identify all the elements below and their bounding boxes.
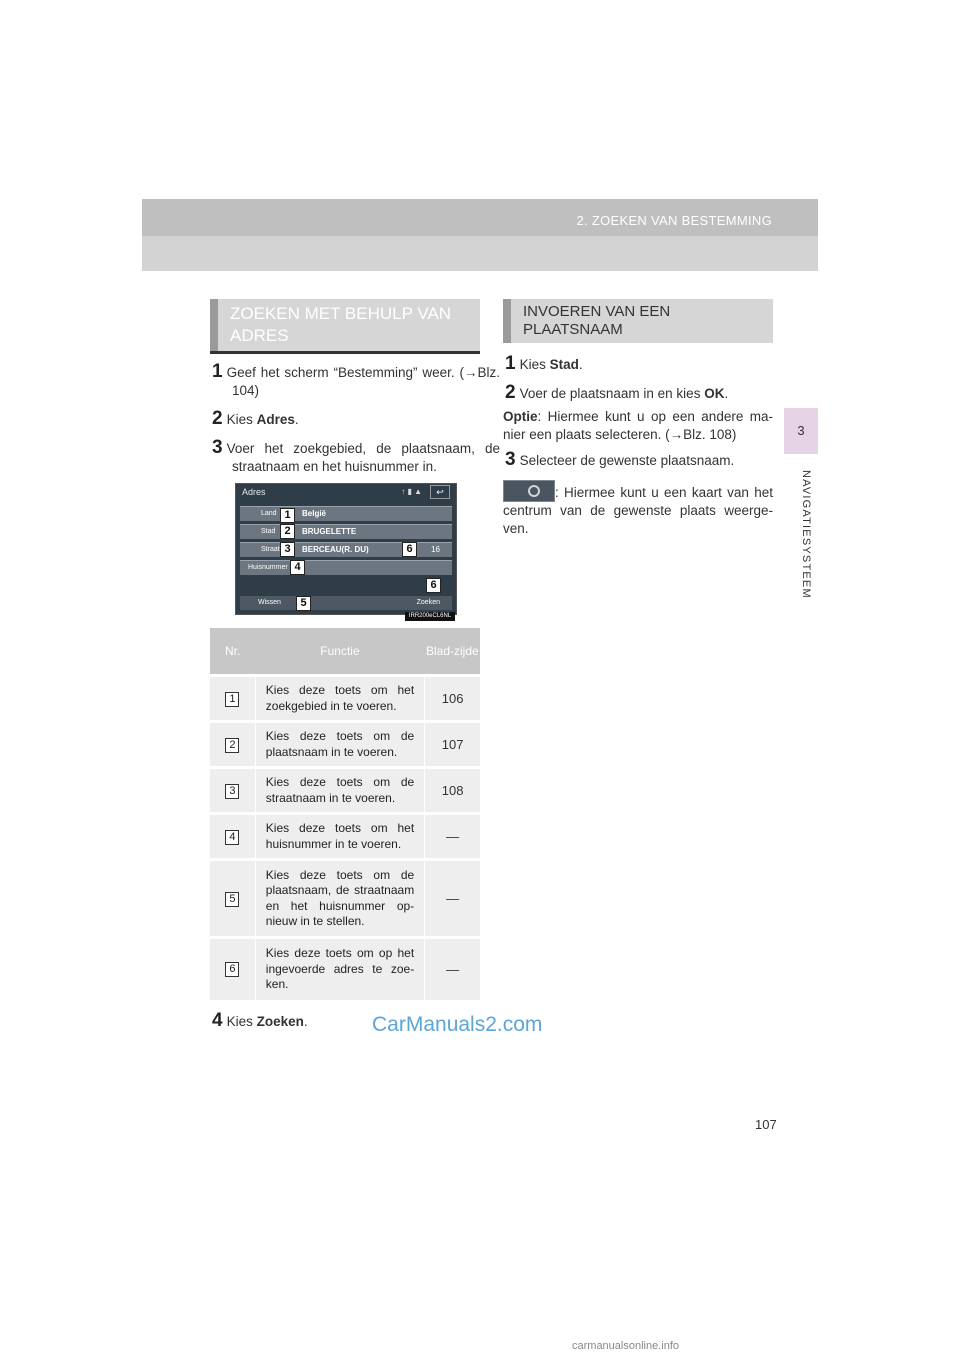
row-key: Huisnummer <box>248 564 288 571</box>
callout-badge: 2 <box>280 524 295 539</box>
map-note: : Hiermee kunt u een kaart van het centrum van de gewenste plaats weerge-ven. <box>503 485 773 536</box>
address-screen-figure <box>235 483 457 615</box>
row-key: Land <box>261 510 277 517</box>
row-stad <box>240 524 452 539</box>
step-3 <box>212 439 500 476</box>
step-number: 4 <box>212 1010 223 1031</box>
col-page: Blad-zijde <box>425 628 480 676</box>
step-number: 2 <box>505 382 516 403</box>
step-2 <box>505 384 728 403</box>
step-text: Kies <box>519 357 550 372</box>
section-title: ZOEKEN MET BEHULP VAN ADRES <box>230 304 452 345</box>
number-box: 1 <box>225 692 239 707</box>
row-page: 107 <box>425 722 480 768</box>
step-number: 1 <box>505 353 516 374</box>
table-row <box>210 722 480 768</box>
row-page: — <box>425 938 480 1000</box>
table-row <box>210 676 480 722</box>
status-icons: ↑ ▮ ▲ <box>401 487 422 496</box>
chapter-side-label: NAVIGATIESYSTEEM <box>800 470 812 599</box>
step-text: Selecteer de gewenste plaatsnaam. <box>519 453 735 468</box>
step-text: Voer de plaatsnaam in en kies <box>519 386 705 401</box>
step-2 <box>212 410 299 429</box>
row-key: Straat <box>261 546 280 553</box>
watermark: CarManuals2.com <box>372 1013 543 1036</box>
table-header-row <box>210 628 480 676</box>
row-description: Kies deze toets om de plaatsnaam in te voeren. <box>255 722 424 768</box>
step-number: 3 <box>505 449 516 470</box>
callout-badge: 4 <box>290 560 305 575</box>
row-description: Kies deze toets om de straatnaam in te voeren. <box>255 768 424 814</box>
row-value: BERCEAU(R. DU) <box>302 545 369 554</box>
number-box: 4 <box>225 830 239 845</box>
step-keyword: Stad <box>549 357 579 372</box>
step-text: . <box>303 1014 308 1029</box>
option-note <box>503 408 773 444</box>
step-text: . <box>578 357 583 372</box>
step-keyword: Zoeken <box>256 1014 304 1029</box>
col-functie: Functie <box>255 628 424 676</box>
number-box: 5 <box>225 892 239 907</box>
step-number: 2 <box>212 408 223 429</box>
section-header-place-name <box>503 299 773 343</box>
callout-badge: 5 <box>296 596 311 611</box>
table-row <box>210 768 480 814</box>
step-number: 3 <box>212 437 223 458</box>
table-row <box>210 938 480 1000</box>
step-1 <box>212 363 500 400</box>
row-value: België <box>302 509 327 518</box>
chapter-tab: 3 <box>784 408 818 454</box>
clear-button-label: Wissen <box>258 599 281 606</box>
row-description: Kies deze toets om de plaatsnaam, de straatnaam en het huisnummer op-nieuw in te stellen. <box>255 860 424 938</box>
page-number: 107 <box>755 1117 777 1132</box>
section-header-address <box>210 299 480 354</box>
col-nr: Nr. <box>210 628 255 676</box>
step-text: . <box>724 386 729 401</box>
row-page: 106 <box>425 676 480 722</box>
row-land <box>240 506 452 521</box>
row-key: Stad <box>261 528 276 535</box>
row-page: 108 <box>425 768 480 814</box>
callout-badge: 6 <box>426 578 441 593</box>
row-description: Kies deze toets om op het ingevoerde adres te zoe-ken. <box>255 938 424 1000</box>
step-text: . <box>294 412 299 427</box>
table-row <box>210 860 480 938</box>
callout-badge: 3 <box>280 542 295 557</box>
option-text: : Hiermee kunt u op een andere ma-nier een plaats selecteren. (→Blz. 108) <box>503 409 773 442</box>
step-text: Geef het scherm “Bestemming” weer. (→Blz. 104) <box>226 365 500 398</box>
table-row <box>210 814 480 860</box>
bottom-bar <box>240 596 452 610</box>
row-page: — <box>425 860 480 938</box>
row-huisnummer <box>240 560 452 575</box>
step-text: Voer het zoekgebied, de plaatsnaam, de straatnaam en het huisnummer in. <box>226 441 500 474</box>
option-label: Optie <box>503 409 538 424</box>
step-keyword: Adres <box>256 412 295 427</box>
step-1 <box>505 355 583 374</box>
number-box: 6 <box>225 962 239 977</box>
row-value: BRUGELETTE <box>302 527 357 536</box>
row-description: Kies deze toets om het huisnummer in te voeren. <box>255 814 424 860</box>
callout-badge: 6 <box>402 542 417 557</box>
function-table <box>210 628 480 1000</box>
chapter-title: 2. ZOEKEN VAN BESTEMMING <box>576 213 772 228</box>
footer-watermark: carmanualsonline.info <box>572 1340 680 1352</box>
step-4 <box>212 1012 308 1031</box>
row-description: Kies deze toets om het zoekgebied in te voeren. <box>255 676 424 722</box>
search-button-label: Zoeken <box>416 599 440 606</box>
back-icon: ↩ <box>430 485 450 499</box>
step-keyword: OK <box>704 386 725 401</box>
number-box: 2 <box>225 738 239 753</box>
number-box: 3 <box>225 784 239 799</box>
row-page: — <box>425 814 480 860</box>
step-text: Kies <box>226 412 257 427</box>
step-number: 1 <box>212 361 223 382</box>
screen-title: Adres <box>242 487 266 497</box>
house-number-value: 16 <box>431 545 440 554</box>
callout-badge: 1 <box>280 508 295 523</box>
step-text: Kies <box>226 1014 257 1029</box>
row-straat <box>240 542 452 557</box>
section-title: INVOEREN VAN EEN PLAATSNAAM <box>523 303 671 338</box>
figure-code: IRR200eCL6NL <box>405 612 455 621</box>
step-3 <box>505 451 734 470</box>
